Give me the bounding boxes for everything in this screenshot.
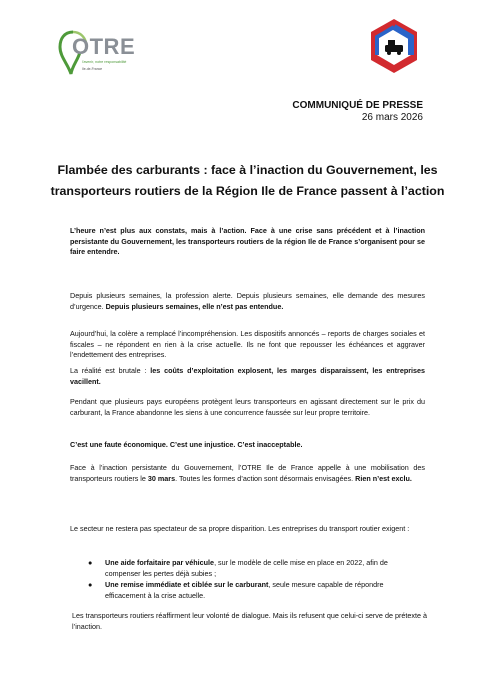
paragraph-3-bold: les coûts d’exploitation explosent, les marges disparaissent, les entreprises vacillent.	[70, 366, 426, 386]
press-release-title: COMMUNIQUÉ DE PRESSE	[292, 100, 423, 111]
otre-logo	[58, 30, 138, 82]
headline: Flambée des carburants : face à l’inaction du Gouvernement, les transporteurs routiers de la Région Ile de France passent à l’action	[50, 163, 445, 198]
paragraph-3-text: La réalité est brutale :	[70, 366, 151, 375]
paragraph-4: Pendant que plusieurs pays européens protègent leurs transporteurs en agissant directement sur le prix du carburant, la France abandonne les siens à une concurrence faussée sur leur propre territoire.	[70, 397, 425, 417]
paragraph-7: Le secteur ne restera pas spectateur de sa propre disparition. Les entreprises du transport routier exigent :	[70, 524, 410, 533]
paragraph-1	[70, 291, 425, 312]
paragraph-6-text-1: Face à l’inaction persistante du Gouvernement, l’OTRE Ile de France appelle à une mobilisation des transporteurs routiers le	[70, 463, 425, 483]
paragraph-1-bold: Depuis plusieurs semaines, elle n’est pas entendue.	[105, 301, 284, 311]
demands-list	[88, 558, 425, 602]
bullet-marker: ●	[88, 580, 93, 589]
hexagon-emblem-icon	[365, 17, 423, 75]
otre-tagline: l'avenir, notre responsabilité	[82, 60, 127, 64]
paragraph-3	[70, 366, 425, 387]
otre-region: Ile-de-France	[82, 67, 103, 71]
paragraph-5: C’est une faute économique. C’est une injustice. C’est inacceptable.	[70, 440, 303, 449]
paragraph-8: Les transporteurs routiers réaffirment leur volonté de dialogue. Mais ils refusent que celui-ci serve de prétexte à l’inaction.	[72, 611, 427, 631]
otre-wordmark: OTRE	[72, 34, 136, 59]
paragraph-6-date: 30 mars	[147, 473, 176, 483]
list-item-bold: Une aide forfaitaire par véhicule	[105, 558, 215, 567]
paragraph-6-text-2: . Toutes les formes d’action sont désormais envisagées.	[175, 473, 356, 483]
emblem-logo	[365, 17, 423, 75]
list-item	[88, 580, 425, 601]
list-item-text: , sur le modèle de celle mise en place en 2022, afin de compenser les pertes déjà subies ;	[105, 558, 388, 578]
lead-paragraph: L’heure n’est plus aux constats, mais à l’action. Face à une crise sans précédent et à l’inaction persistante du Gouvernement, les transporteurs routiers de la région Ile de France s’organisent pour se faire entendre.	[70, 226, 425, 256]
paragraph-2: Aujourd’hui, la colère a remplacé l’incompréhension. Les dispositifs annoncés – reports de charges sociales et fiscales – ne répondent en rien à la crise actuelle. Ils ne font que repousser les échéances et aggraver l’endettement des entreprises.	[70, 329, 425, 359]
paragraph-6	[70, 463, 425, 484]
paragraph-6-bold: Rien n’est exclu.	[355, 473, 412, 483]
press-release-date: 26 mars 2026	[361, 112, 423, 123]
bullet-marker: ●	[88, 558, 93, 567]
list-item	[88, 558, 425, 579]
paragraph-1-text: Depuis plusieurs semaines, la profession alerte. Depuis plusieurs semaines, elle demande des mesures d’urgence.	[70, 291, 425, 311]
list-item-bold: Une remise immédiate et ciblée sur le carburant	[105, 580, 269, 589]
list-item-text: , seule mesure capable de répondre efficacement à la crise actuelle.	[105, 580, 384, 600]
